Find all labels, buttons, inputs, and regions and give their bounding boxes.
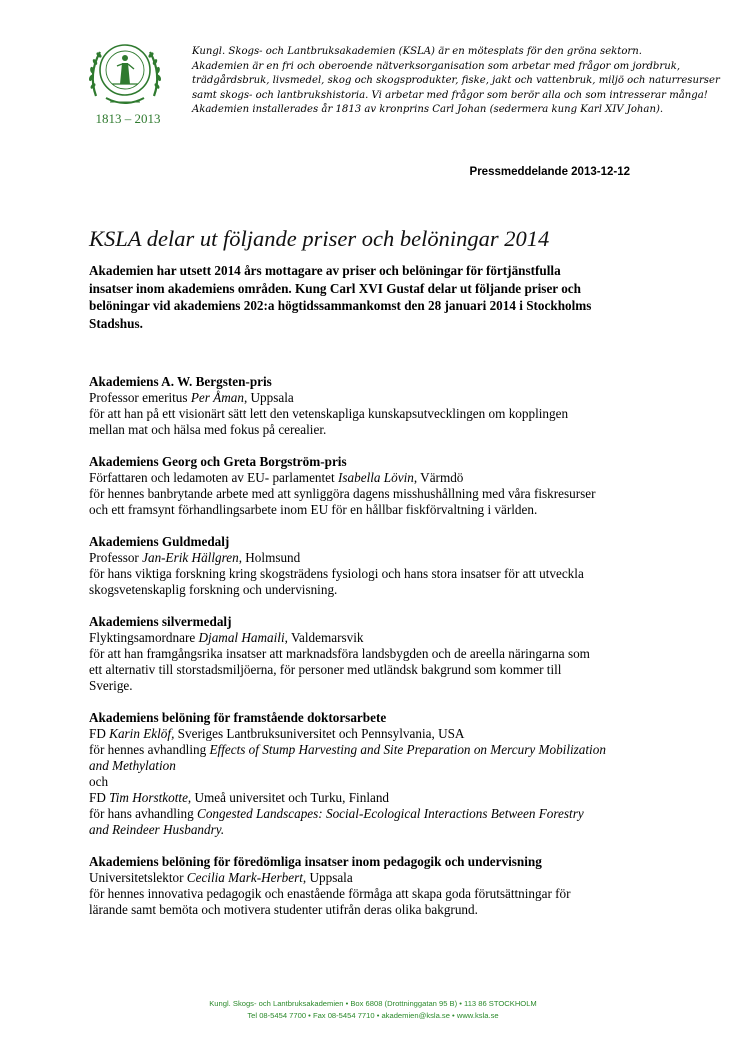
intro-line: samt skogs- och lantbrukshistoria. Vi arbetar med frågor som berör alla och som intresserar många! <box>192 89 708 101</box>
intro-line: trädgårdsbruk, livsmedel, skog och skogsprodukter, fiske, jakt och vattenbruk, miljö och naturresurser <box>192 75 720 87</box>
award-recipient: Professor emeritus Per Åman, Uppsala <box>89 390 294 406</box>
award-doctoral <box>89 710 669 839</box>
award-name: Akademiens A. W. Bergsten-pris <box>89 374 272 389</box>
award-reason: för att han på ett visionärt sätt lett den vetenskapliga kunskapsutvecklingen om kopplingen <box>89 406 569 422</box>
award-guldmedalj <box>89 534 669 598</box>
page-title: KSLA delar ut följande priser och belöningar 2014 <box>89 226 550 251</box>
lead-line: insatser inom akademiens områden. Kung Carl XVI Gustaf delar ut följande priser och <box>89 280 581 296</box>
award-reason: ett alternativ till storstadsmiljöerna, för personer med utländsk bakgrund som kommer till <box>89 661 562 677</box>
award-reason: för hennes banbrytande arbete med att synliggöra dagens misshushållning med våra fiskresurser <box>89 486 596 502</box>
intro-line: Akademien är en fri och oberoende nätverksorganisation som arbetar med frågor om jordbruk, <box>192 60 681 72</box>
award-reason <box>89 758 669 774</box>
awards-list <box>89 374 669 934</box>
award-pedagogy <box>89 854 669 918</box>
recipient-name: Djamal Hamaili <box>198 629 285 645</box>
award-reason: och ett framsynt förhandlingsarbete inom EU för en hållbar fiskförvaltning i världen. <box>89 502 538 518</box>
award-recipient: Professor Jan-Erik Hällgren, Holmsund <box>89 549 301 565</box>
award-reason: för hans viktiga forskning kring skogsträdens fysiologi och hans stora insatser för att utveckla <box>89 565 584 581</box>
recipient-name: Per Åman <box>190 390 244 406</box>
lead-line: Akademien har utsett 2014 års mottagare av priser och belöningar för förtjänstfulla <box>89 263 561 278</box>
logo-years: 1813 – 2013 <box>95 111 161 126</box>
recipient-name: Jan-Erik Hällgren <box>142 549 239 565</box>
award-recipient: Universitetslektor Cecilia Mark-Herbert, Uppsala <box>89 869 353 885</box>
lead-line: belöningar vid akademiens 202:a högtidssammankomst den 28 januari 2014 i Stockholms <box>89 298 592 313</box>
award-name: Akademiens belöning för framstående doktorsarbete <box>89 709 387 725</box>
award-name: Akademiens belöning för föredömliga insatser inom pedagogik och undervisning <box>89 853 542 869</box>
intro-line: Akademien installerades år 1813 av kronprins Carl Johan (sedermera kung Karl XIV Johan). <box>192 104 664 116</box>
award-reason <box>89 822 669 838</box>
conjunction: och <box>89 773 109 789</box>
lead-paragraph <box>89 262 649 332</box>
award-reason: lärande samt bemöta och motivera studenter utifrån deras olika bakgrund. <box>89 902 478 918</box>
award-bergsten <box>89 374 669 438</box>
award-reason: mellan mat och hälsa med fokus på cerealier. <box>89 422 327 438</box>
recipient-name: Tim Horstkotte <box>109 790 188 806</box>
award-reason: för hennes avhandling Effects of Stump Harvesting and Site Preparation on Mercury Mobilization <box>89 741 606 757</box>
footer-contact-details: Tel 08-5454 7700 • Fax 08-5454 7710 • akademien@ksla.se • www.ksla.se <box>247 1010 499 1020</box>
award-borgstrom <box>89 454 669 518</box>
award-silvermedalj <box>89 614 669 694</box>
award-recipient: Författaren och ledamoten av EU- parlamentet Isabella Lövin, Värmdö <box>89 469 464 485</box>
award-reason: skogsvetenskaplig forskning och undervisning. <box>89 582 338 598</box>
ksla-seal-icon <box>86 36 164 112</box>
thesis-title: and Reindeer Husbandry. <box>89 822 225 838</box>
footer-address: Kungl. Skogs- och Lantbruksakademien • Box 6808 (Drottninggatan 95 B) • 113 86 STOCKHOLM <box>209 999 537 1008</box>
lead-line: Stadshus. <box>89 315 143 331</box>
thesis-title: Congested Landscapes: Social-Ecological Interactions Between Forestry <box>197 806 584 822</box>
award-recipient: FD Tim Horstkotte, Umeå universitet och Turku, Finland <box>89 790 390 806</box>
recipient-name: Karin Eklöf, <box>109 725 175 741</box>
intro-line: Kungl. Skogs- och Lantbruksakademien (KSLA) är en mötesplats för den gröna sektorn. <box>192 46 642 57</box>
award-reason: för att han framgångsrika insatser att marknadsföra landsbygden och de areella näringarna som <box>89 645 590 661</box>
recipient-name: Cecilia Mark-Herbert <box>186 869 303 885</box>
academy-intro <box>192 45 720 118</box>
thesis-title: Effects of Stump Harvesting and Site Preparation on Mercury Mobilization <box>209 741 606 757</box>
award-name: Akademiens Georg och Greta Borgström-pris <box>89 453 347 469</box>
award-reason: Sverige. <box>89 678 133 693</box>
footer-contact <box>0 998 746 1021</box>
recipient-name: Isabella Lövin <box>338 469 414 485</box>
award-name: Akademiens silvermedalj <box>89 613 232 629</box>
press-release-date: Pressmeddelande 2013-12-12 <box>469 166 630 178</box>
award-recipient: FD Karin Eklöf, Sveriges Lantbruksuniversitet och Pennsylvania, USA <box>89 725 465 741</box>
award-reason: för hans avhandling Congested Landscapes: Social-Ecological Interactions Between Forestry <box>89 806 584 822</box>
award-recipient: Flyktingsamordnare Djamal Hamaili, Valdemarsvik <box>89 629 364 645</box>
award-reason: för hennes innovativa pedagogik och enastående förmåga att skapa goda förutsättningar för <box>89 886 571 902</box>
award-name: Akademiens Guldmedalj <box>89 533 230 549</box>
thesis-title: and Methylation <box>89 757 176 773</box>
